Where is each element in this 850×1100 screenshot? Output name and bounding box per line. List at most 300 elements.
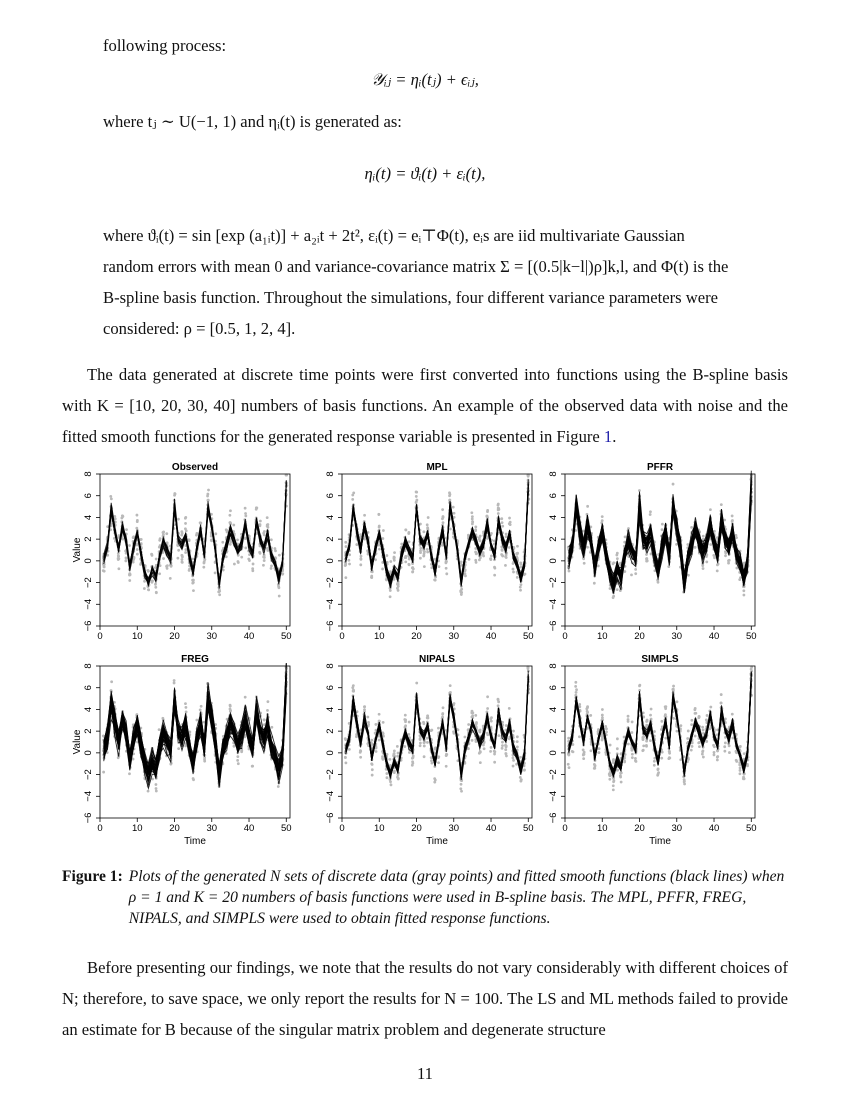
- data-point: [593, 763, 596, 766]
- x-tick-label: 40: [708, 823, 720, 834]
- data-point: [493, 761, 496, 764]
- panel-observed: [72, 462, 292, 642]
- data-point: [445, 572, 448, 575]
- x-tick-label: 30: [671, 823, 683, 834]
- data-point: [259, 523, 262, 526]
- data-point: [672, 685, 675, 688]
- data-point: [191, 582, 194, 585]
- data-point: [251, 567, 254, 570]
- data-point: [266, 516, 269, 519]
- data-point: [248, 559, 251, 562]
- data-point: [727, 562, 730, 565]
- data-point: [568, 570, 571, 573]
- data-point: [631, 753, 634, 756]
- data-point: [177, 747, 180, 750]
- data-point: [464, 574, 467, 577]
- data-point: [389, 780, 392, 783]
- y-tick-label: −2: [325, 769, 336, 780]
- data-point: [739, 772, 742, 775]
- data-point: [426, 523, 429, 526]
- data-point: [460, 593, 463, 596]
- data-point: [608, 778, 611, 781]
- data-point: [598, 747, 601, 750]
- data-point: [634, 759, 637, 762]
- x-tick-label: 30: [448, 631, 460, 642]
- data-point: [589, 749, 592, 752]
- data-point: [229, 540, 232, 543]
- data-point: [698, 741, 701, 744]
- fitted-curve: [569, 684, 752, 777]
- data-point: [347, 559, 350, 562]
- data-point: [102, 569, 105, 572]
- data-point: [702, 567, 705, 570]
- data-point: [370, 739, 373, 742]
- data-point: [218, 593, 221, 596]
- data-point: [135, 527, 138, 530]
- data-point: [519, 756, 522, 759]
- data-point: [474, 714, 477, 717]
- data-point: [236, 755, 239, 758]
- data-point: [490, 554, 493, 557]
- data-point: [155, 790, 158, 793]
- data-point: [251, 765, 254, 768]
- panel-title: Observed: [171, 462, 219, 473]
- data-point: [493, 574, 496, 577]
- data-point: [457, 728, 460, 731]
- data-point: [352, 689, 355, 692]
- data-point: [437, 755, 440, 758]
- data-point: [378, 526, 381, 529]
- data-point: [390, 783, 393, 786]
- data-point: [266, 709, 269, 712]
- data-point: [359, 756, 362, 759]
- data-point: [244, 696, 247, 699]
- data-point: [244, 514, 247, 517]
- figure-reference-link[interactable]: 1: [603, 427, 613, 446]
- data-point: [431, 762, 434, 765]
- y-tick-label: −4: [548, 598, 559, 610]
- data-point: [478, 536, 481, 539]
- data-point: [731, 713, 734, 716]
- x-tick-label: 50: [280, 823, 292, 834]
- data-point: [165, 532, 168, 535]
- data-point: [630, 731, 633, 734]
- data-point: [713, 556, 716, 559]
- y-tick-label: 8: [325, 471, 336, 477]
- data-point: [240, 556, 243, 559]
- data-point: [359, 750, 362, 753]
- data-point: [605, 727, 608, 730]
- data-point: [441, 712, 444, 715]
- data-point: [735, 759, 738, 762]
- data-point: [638, 684, 641, 687]
- data-point: [411, 570, 414, 573]
- data-point: [404, 555, 407, 558]
- data-point: [742, 776, 745, 779]
- x-tick-label: 20: [411, 631, 422, 642]
- data-point: [244, 537, 247, 540]
- data-point: [169, 577, 172, 580]
- data-point: [188, 568, 191, 571]
- data-point: [691, 745, 694, 748]
- data-point: [493, 566, 496, 569]
- data-point: [176, 557, 179, 560]
- data-point: [452, 506, 455, 509]
- data-point: [445, 765, 448, 768]
- data-point: [184, 548, 187, 551]
- data-point: [479, 761, 482, 764]
- data-point: [165, 565, 168, 568]
- data-point: [653, 760, 656, 763]
- data-point: [471, 739, 474, 742]
- data-point: [416, 499, 419, 502]
- data-point: [117, 557, 120, 560]
- data-point: [505, 724, 508, 727]
- data-point: [512, 562, 515, 565]
- data-point: [516, 740, 519, 743]
- data-point: [508, 517, 511, 520]
- data-point: [664, 705, 667, 708]
- data-point: [616, 557, 619, 560]
- data-point: [641, 736, 644, 739]
- y-tick-label: 6: [83, 493, 94, 499]
- data-point: [500, 517, 503, 520]
- data-point: [232, 524, 235, 527]
- data-point: [501, 521, 504, 524]
- data-point: [712, 554, 715, 557]
- x-tick-label: 50: [522, 823, 534, 834]
- data-point: [236, 759, 239, 762]
- intro-line: following process:: [103, 36, 227, 55]
- data-point: [486, 510, 489, 513]
- data-point: [408, 721, 411, 724]
- data-point: [460, 790, 463, 793]
- data-point: [419, 547, 422, 550]
- data-point: [728, 744, 731, 747]
- data-point: [188, 539, 191, 542]
- data-point: [370, 575, 373, 578]
- equation-2: ηᵢ(t) = ϑᵢ(t) + εᵢ(t),: [364, 164, 486, 183]
- data-point: [616, 747, 619, 750]
- data-point: [463, 736, 466, 739]
- data-point: [404, 720, 407, 723]
- data-point: [151, 581, 154, 584]
- data-point: [270, 538, 273, 541]
- data-point: [586, 711, 589, 714]
- data-point: [593, 767, 596, 770]
- data-point: [723, 519, 726, 522]
- data-point: [516, 576, 519, 579]
- data-point: [713, 751, 716, 754]
- data-point: [460, 588, 463, 591]
- x-axis-label: Time: [649, 836, 671, 847]
- data-point: [437, 761, 440, 764]
- data-point: [609, 744, 612, 747]
- data-point: [475, 723, 478, 726]
- data-point: [676, 700, 679, 703]
- data-point: [195, 534, 198, 537]
- data-point: [497, 512, 500, 515]
- data-point: [255, 506, 258, 509]
- data-point: [486, 707, 489, 710]
- data-point: [672, 717, 675, 720]
- data-point: [442, 706, 445, 709]
- data-point: [519, 566, 522, 569]
- y-tick-label: 4: [548, 706, 559, 713]
- data-point: [203, 562, 206, 565]
- data-point: [125, 557, 128, 560]
- data-point: [270, 567, 273, 570]
- data-point: [371, 763, 374, 766]
- data-point: [720, 693, 723, 696]
- data-point: [601, 735, 604, 738]
- y-tick-label: −2: [548, 577, 559, 588]
- data-point: [661, 523, 664, 526]
- data-point: [422, 722, 425, 725]
- data-point: [735, 536, 738, 539]
- panel-simpls: [548, 654, 757, 847]
- data-point: [233, 745, 236, 748]
- data-point: [738, 745, 741, 748]
- data-point: [509, 523, 512, 526]
- data-point: [571, 750, 574, 753]
- equation-1: 𝒴ᵢⱼ = ηᵢ(tⱼ) + ϵᵢⱼ,: [371, 70, 479, 89]
- data-point: [578, 705, 581, 708]
- data-point: [374, 723, 377, 726]
- data-point: [404, 714, 407, 717]
- data-point: [441, 716, 444, 719]
- data-point: [660, 757, 663, 760]
- data-point: [489, 557, 492, 560]
- data-point: [519, 589, 522, 592]
- data-point: [575, 688, 578, 691]
- y-tick-label: 0: [83, 558, 94, 564]
- y-tick-label: −2: [325, 577, 336, 588]
- data-point: [360, 555, 363, 558]
- data-point: [173, 682, 176, 685]
- data-point: [453, 732, 456, 735]
- y-tick-label: 6: [325, 493, 336, 499]
- y-tick-label: 6: [548, 493, 559, 499]
- data-point: [716, 755, 719, 758]
- data-point: [605, 731, 608, 734]
- data-point: [270, 564, 273, 567]
- data-point: [125, 528, 128, 531]
- data-point: [381, 537, 384, 540]
- data-point: [679, 758, 682, 761]
- data-point: [344, 756, 347, 759]
- data-point: [412, 756, 415, 759]
- data-point: [192, 579, 195, 582]
- y-tick-label: 4: [325, 706, 336, 713]
- data-point: [686, 737, 689, 740]
- data-point: [471, 518, 474, 521]
- data-point: [136, 520, 139, 523]
- data-point: [667, 757, 670, 760]
- data-point: [582, 753, 585, 756]
- y-tick-label: 4: [325, 514, 336, 521]
- data-point: [430, 759, 433, 762]
- x-axis-label: Time: [426, 836, 448, 847]
- y-tick-label: 8: [548, 663, 559, 669]
- data-point: [128, 574, 131, 577]
- data-point: [479, 751, 482, 754]
- data-point: [430, 729, 433, 732]
- data-point: [252, 563, 255, 566]
- data-point: [593, 582, 596, 585]
- data-point: [427, 516, 430, 519]
- data-point: [244, 512, 247, 515]
- data-point: [649, 513, 652, 516]
- data-point: [731, 519, 734, 522]
- data-point: [646, 719, 649, 722]
- definition-line-1: where ϑᵢ(t) = sin [exp (a₁ᵢt)] + a₂ᵢt + 2t², εᵢ(t) = eᵢ⊤Φ(t), eᵢs are iid multivariate Gaussian: [103, 226, 685, 245]
- data-point: [645, 557, 648, 560]
- data-point: [184, 516, 187, 519]
- data-point: [716, 759, 719, 762]
- data-point: [735, 534, 738, 537]
- data-point: [411, 764, 414, 767]
- data-point: [516, 735, 519, 738]
- data-point: [475, 561, 478, 564]
- data-point: [604, 725, 607, 728]
- data-point: [716, 749, 719, 752]
- data-point: [738, 578, 741, 581]
- data-point: [470, 511, 473, 514]
- definition-line-3: B-spline basis function. Throughout the simulations, four different variance parameters were: [103, 288, 719, 307]
- data-point: [199, 522, 202, 525]
- data-point: [627, 743, 630, 746]
- data-point: [672, 483, 675, 486]
- data-point: [244, 507, 247, 510]
- data-point: [419, 523, 422, 526]
- data-point: [386, 776, 389, 779]
- data-point: [366, 716, 369, 719]
- data-point: [612, 784, 615, 787]
- data-point: [690, 749, 693, 752]
- data-point: [478, 730, 481, 733]
- data-point: [723, 750, 726, 753]
- data-point: [404, 528, 407, 531]
- data-point: [136, 553, 139, 556]
- data-point: [694, 735, 697, 738]
- y-tick-label: −2: [548, 769, 559, 780]
- data-point: [237, 560, 240, 563]
- fitted-curve: [104, 685, 287, 779]
- data-point: [612, 780, 615, 783]
- data-point: [184, 702, 187, 705]
- data-point: [415, 495, 418, 498]
- x-tick-label: 50: [745, 823, 757, 834]
- y-tick-label: −6: [548, 620, 559, 632]
- y-tick-label: 8: [325, 663, 336, 669]
- data-point: [155, 787, 158, 790]
- data-point: [154, 566, 157, 569]
- data-point: [646, 559, 649, 562]
- y-tick-label: 0: [548, 750, 559, 756]
- data-point: [501, 747, 504, 750]
- data-point: [483, 747, 486, 750]
- data-point: [173, 679, 176, 682]
- data-point: [155, 558, 158, 561]
- data-point: [359, 563, 362, 566]
- data-point: [474, 529, 477, 532]
- fitted-curve: [569, 500, 752, 592]
- data-point: [185, 710, 188, 713]
- data-point: [501, 741, 504, 744]
- data-point: [687, 574, 690, 577]
- data-point: [616, 737, 619, 740]
- x-tick-label: 0: [339, 823, 345, 834]
- data-point: [154, 583, 157, 586]
- data-point: [412, 568, 415, 571]
- data-point: [683, 783, 686, 786]
- data-point: [505, 535, 508, 538]
- data-point: [344, 541, 347, 544]
- data-point: [490, 720, 493, 723]
- data-point: [724, 718, 727, 721]
- data-point: [207, 489, 210, 492]
- data-point: [426, 737, 429, 740]
- y-tick-label: 8: [548, 471, 559, 477]
- data-point: [701, 753, 704, 756]
- data-point: [427, 717, 430, 720]
- data-point: [615, 554, 618, 557]
- data-point: [724, 552, 727, 555]
- x-tick-label: 0: [562, 631, 568, 642]
- data-point: [634, 568, 637, 571]
- data-point: [419, 738, 422, 741]
- x-tick-label: 40: [485, 823, 497, 834]
- y-tick-label: 6: [548, 685, 559, 691]
- data-point: [281, 573, 284, 576]
- data-point: [512, 571, 515, 574]
- data-point: [597, 565, 600, 568]
- data-point: [585, 707, 588, 710]
- data-point: [567, 737, 570, 740]
- data-point: [524, 573, 527, 576]
- data-point: [612, 758, 615, 761]
- data-point: [589, 714, 592, 717]
- data-point: [408, 751, 411, 754]
- data-point: [162, 531, 165, 534]
- data-point: [624, 536, 627, 539]
- data-point: [612, 561, 615, 564]
- data-point: [378, 713, 381, 716]
- data-point: [631, 756, 634, 759]
- data-point: [519, 780, 522, 783]
- data-point: [649, 739, 652, 742]
- data-point: [426, 741, 429, 744]
- fitted-curve: [569, 500, 752, 593]
- data-point: [185, 529, 188, 532]
- data-point: [229, 509, 232, 512]
- data-point: [720, 503, 723, 506]
- y-tick-label: 0: [548, 558, 559, 564]
- data-point: [512, 730, 515, 733]
- data-point: [702, 535, 705, 538]
- y-axis-label: Value: [72, 729, 83, 755]
- data-point: [263, 559, 266, 562]
- data-point: [382, 721, 385, 724]
- data-point: [147, 790, 150, 793]
- data-point: [657, 581, 660, 584]
- data-point: [694, 546, 697, 549]
- data-point: [202, 566, 205, 569]
- data-point: [516, 545, 519, 548]
- data-point: [728, 751, 731, 754]
- data-point: [203, 758, 206, 761]
